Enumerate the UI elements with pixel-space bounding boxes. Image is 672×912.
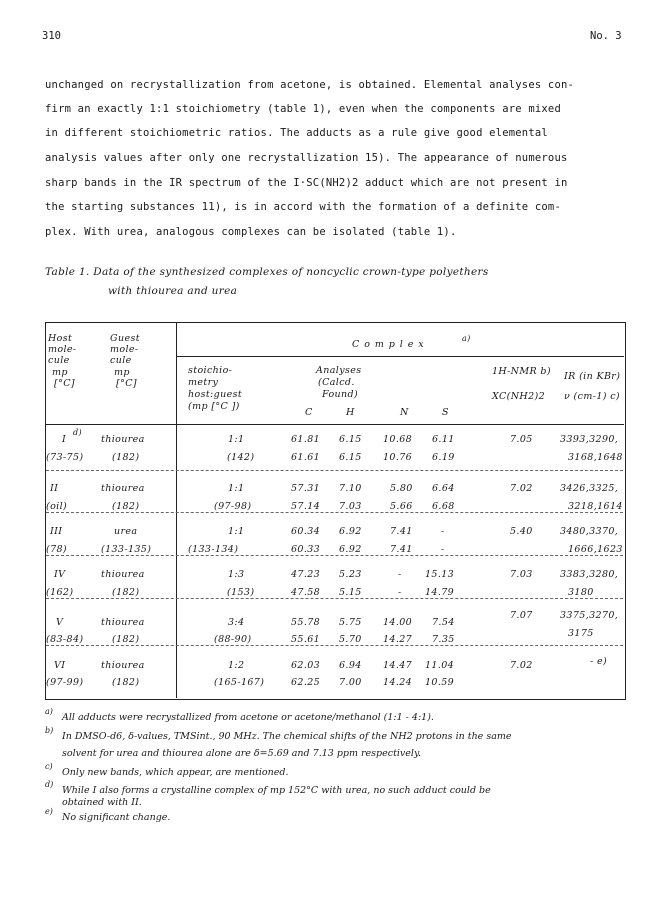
element-header-c: C — [305, 407, 313, 418]
analyses-header-3: Found) — [322, 389, 359, 400]
nmr-subheader: XC(NH2)2 — [492, 391, 546, 402]
stoich-ratio: 1:3 — [228, 569, 245, 580]
guest-name: thiourea — [101, 660, 145, 671]
guest-header-5: [°C] — [116, 378, 137, 389]
ir-subheader: ν (cm-1) c) — [564, 391, 621, 402]
footnote-text: In DMSO-d6, δ-values, TMSint., 90 MHz. The chemical shifts of the NH2 protons in the same — [62, 731, 512, 742]
host-label: III — [50, 526, 63, 537]
calc-h: 5.75 — [339, 617, 362, 628]
nmr-value: 7.07 — [510, 610, 533, 621]
table-caption-line1: Table 1. Data of the synthesized complexes of noncyclic crown-type polyethers — [45, 266, 489, 278]
analyses-header-2: (Calcd. — [318, 377, 355, 388]
found-c: 57.14 — [291, 501, 321, 512]
footnote-mark: c) — [45, 762, 53, 771]
found-h: 7.00 — [339, 677, 362, 688]
host-mp: (73-75) — [46, 452, 84, 463]
complex-mp: (88-90) — [214, 634, 252, 645]
nmr-value: 7.05 — [510, 434, 533, 445]
footnote-text: No significant change. — [62, 812, 171, 823]
row-separator — [46, 598, 623, 599]
table-caption-line2: with thiourea and urea — [108, 285, 238, 297]
guest-mp: (182) — [112, 677, 140, 688]
ir-bands-1: 3383,3280, — [560, 569, 619, 580]
nmr-value: 7.02 — [510, 483, 533, 494]
found-h: 6.15 — [339, 452, 362, 463]
calc-h: 6.15 — [339, 434, 362, 445]
guest-name: thiourea — [101, 434, 145, 445]
found-n: 14.27 — [383, 634, 413, 645]
footnote-text: solvent for urea and thiourea alone are δ=5.69 and 7.13 ppm respectively. — [62, 748, 422, 759]
host-header-4: mp — [52, 367, 68, 378]
host-footnote: d) — [73, 428, 82, 437]
found-s: 7.35 — [432, 634, 455, 645]
found-n: - — [398, 587, 402, 598]
host-mp: (78) — [46, 544, 68, 555]
guest-mp: (182) — [112, 452, 140, 463]
ir-bands-2: 1666,1623 — [568, 544, 623, 555]
guest-header-4: mp — [114, 367, 130, 378]
calc-c: 60.34 — [291, 526, 321, 537]
ir-bands-1: 3393,3290, — [560, 434, 619, 445]
paragraph-line: analysis values after only one recrystallization 15). The appearance of numerous — [45, 152, 568, 164]
calc-s: 7.54 — [432, 617, 455, 628]
row-separator — [46, 555, 623, 556]
found-n: 5.66 — [390, 501, 413, 512]
calc-n: - — [398, 569, 402, 580]
calc-h: 5.23 — [339, 569, 362, 580]
footnote-text: While I also forms a crystalline complex of mp 152°C with urea, no such adduct could be — [62, 785, 491, 796]
calc-s: 6.64 — [432, 483, 455, 494]
row-separator — [46, 645, 623, 646]
host-label: IV — [54, 569, 66, 580]
stoich-header-2: metry — [188, 377, 219, 388]
complex-mp: (142) — [227, 452, 255, 463]
guest-mp: (182) — [112, 634, 140, 645]
nmr-value: 5.40 — [510, 526, 533, 537]
complex-header: C o m p l e x — [352, 339, 425, 350]
stoich-header-1: stoichio- — [188, 365, 233, 376]
calc-c: 47.23 — [291, 569, 321, 580]
found-c: 62.25 — [291, 677, 321, 688]
table-divider — [176, 322, 177, 698]
host-header-1: Host — [48, 333, 73, 344]
complex-mp: (97-98) — [214, 501, 252, 512]
stoich-header-4: (mp [°C ]) — [188, 401, 240, 412]
found-n: 10.76 — [383, 452, 413, 463]
found-c: 47.58 — [291, 587, 321, 598]
calc-s: - — [441, 526, 445, 537]
element-header-s: S — [442, 407, 449, 418]
calc-c: 62.03 — [291, 660, 321, 671]
footnote-mark: a) — [45, 707, 53, 716]
ir-bands-1: 3426,3325, — [560, 483, 619, 494]
complex-mp: (153) — [227, 587, 255, 598]
paragraph-line: unchanged on recrystallization from acetone, is obtained. Elemental analyses con- — [45, 79, 575, 91]
found-c: 60.33 — [291, 544, 321, 555]
found-h: 5.70 — [339, 634, 362, 645]
host-mp: (oil) — [46, 501, 68, 512]
host-header-5: [°C] — [54, 378, 75, 389]
stoich-ratio: 3:4 — [228, 617, 245, 628]
footnote-mark: d) — [45, 780, 54, 789]
issue-number: No. 3 — [590, 30, 622, 42]
element-header-h: H — [346, 407, 355, 418]
paragraph-line: the starting substances 11), is in accord with the formation of a definite com- — [45, 201, 561, 213]
calc-h: 7.10 — [339, 483, 362, 494]
paragraph-line: in different stoichiometric ratios. The adducts as a rule give good elemental — [45, 127, 548, 139]
guest-mp: (133-135) — [101, 544, 152, 555]
calc-n: 14.00 — [383, 617, 413, 628]
ir-bands-2: 3168,1648 — [568, 452, 623, 463]
ir-bands-2: 3175 — [568, 628, 594, 639]
analyses-header-1: Analyses — [316, 365, 362, 376]
found-c: 55.61 — [291, 634, 321, 645]
complex-mp: (165-167) — [214, 677, 265, 688]
host-header-2: mole- — [48, 344, 77, 355]
footnote-mark: e) — [45, 807, 53, 816]
host-label: VI — [54, 660, 66, 671]
calc-n: 7.41 — [390, 526, 413, 537]
host-label: II — [50, 483, 59, 494]
calc-h: 6.94 — [339, 660, 362, 671]
calc-n: 10.68 — [383, 434, 413, 445]
stoich-ratio: 1:2 — [228, 660, 245, 671]
guest-header-2: mole- — [110, 344, 139, 355]
calc-n: 14.47 — [383, 660, 413, 671]
found-h: 5.15 — [339, 587, 362, 598]
ir-bands-1: 3480,3370, — [560, 526, 619, 537]
row-separator — [46, 512, 623, 513]
nmr-header: 1H-NMR b) — [492, 366, 551, 377]
row-separator — [46, 470, 623, 471]
host-label: V — [56, 617, 64, 628]
page-number: 310 — [42, 30, 61, 42]
stoich-header-3: host:guest — [188, 389, 243, 400]
guest-name: thiourea — [101, 483, 145, 494]
ir-bands-1: - e) — [590, 656, 608, 667]
host-header-3: cule — [48, 355, 70, 366]
footnote-text: All adducts were recrystallized from acetone or acetone/methanol (1:1 - 4:1). — [62, 712, 434, 723]
nmr-value: 7.03 — [510, 569, 533, 580]
footnote-text: Only new bands, which appear, are mentioned. — [62, 767, 289, 778]
calc-n: 5.80 — [390, 483, 413, 494]
table-rule — [176, 356, 624, 357]
guest-name: urea — [114, 526, 138, 537]
guest-header-3: cule — [110, 355, 132, 366]
host-mp: (97-99) — [46, 677, 84, 688]
calc-c: 57.31 — [291, 483, 321, 494]
host-mp: (162) — [46, 587, 74, 598]
found-h: 7.03 — [339, 501, 362, 512]
calc-s: 6.11 — [432, 434, 455, 445]
complex-footnote: a) — [462, 334, 471, 343]
stoich-ratio: 1:1 — [228, 434, 245, 445]
nmr-value: 7.02 — [510, 660, 533, 671]
found-s: 6.19 — [432, 452, 455, 463]
paragraph-line: sharp bands in the IR spectrum of the I·SC(NH2)2 adduct which are not present in — [45, 177, 568, 189]
guest-name: thiourea — [101, 617, 145, 628]
calc-s: 15.13 — [425, 569, 455, 580]
found-h: 6.92 — [339, 544, 362, 555]
paragraph-line: plex. With urea, analogous complexes can be isolated (table 1). — [45, 226, 457, 238]
complex-mp: (133-134) — [188, 544, 239, 555]
calc-h: 6.92 — [339, 526, 362, 537]
table-rule — [45, 424, 624, 425]
calc-c: 61.81 — [291, 434, 321, 445]
footnote-mark: b) — [45, 726, 54, 735]
found-n: 14.24 — [383, 677, 413, 688]
found-s: 14.79 — [425, 587, 455, 598]
footnote-text: obtained with II. — [62, 797, 142, 808]
stoich-ratio: 1:1 — [228, 483, 245, 494]
ir-bands-1: 3375,3270, — [560, 610, 619, 621]
found-n: 7.41 — [390, 544, 413, 555]
calc-c: 55.78 — [291, 617, 321, 628]
stoich-ratio: 1:1 — [228, 526, 245, 537]
paragraph-line: firm an exactly 1:1 stoichiometry (table 1), even when the components are mixed — [45, 103, 561, 115]
guest-mp: (182) — [112, 501, 140, 512]
guest-mp: (182) — [112, 587, 140, 598]
element-header-n: N — [400, 407, 409, 418]
host-label: I — [62, 434, 67, 445]
calc-s: 11.04 — [425, 660, 455, 671]
host-mp: (83-84) — [46, 634, 84, 645]
found-c: 61.61 — [291, 452, 321, 463]
found-s: 10.59 — [425, 677, 455, 688]
ir-bands-2: 3180 — [568, 587, 594, 598]
found-s: - — [441, 544, 445, 555]
ir-header: IR (in KBr) — [564, 371, 621, 382]
found-s: 6.68 — [432, 501, 455, 512]
guest-header-1: Guest — [110, 333, 140, 344]
ir-bands-2: 3218,1614 — [568, 501, 623, 512]
guest-name: thiourea — [101, 569, 145, 580]
